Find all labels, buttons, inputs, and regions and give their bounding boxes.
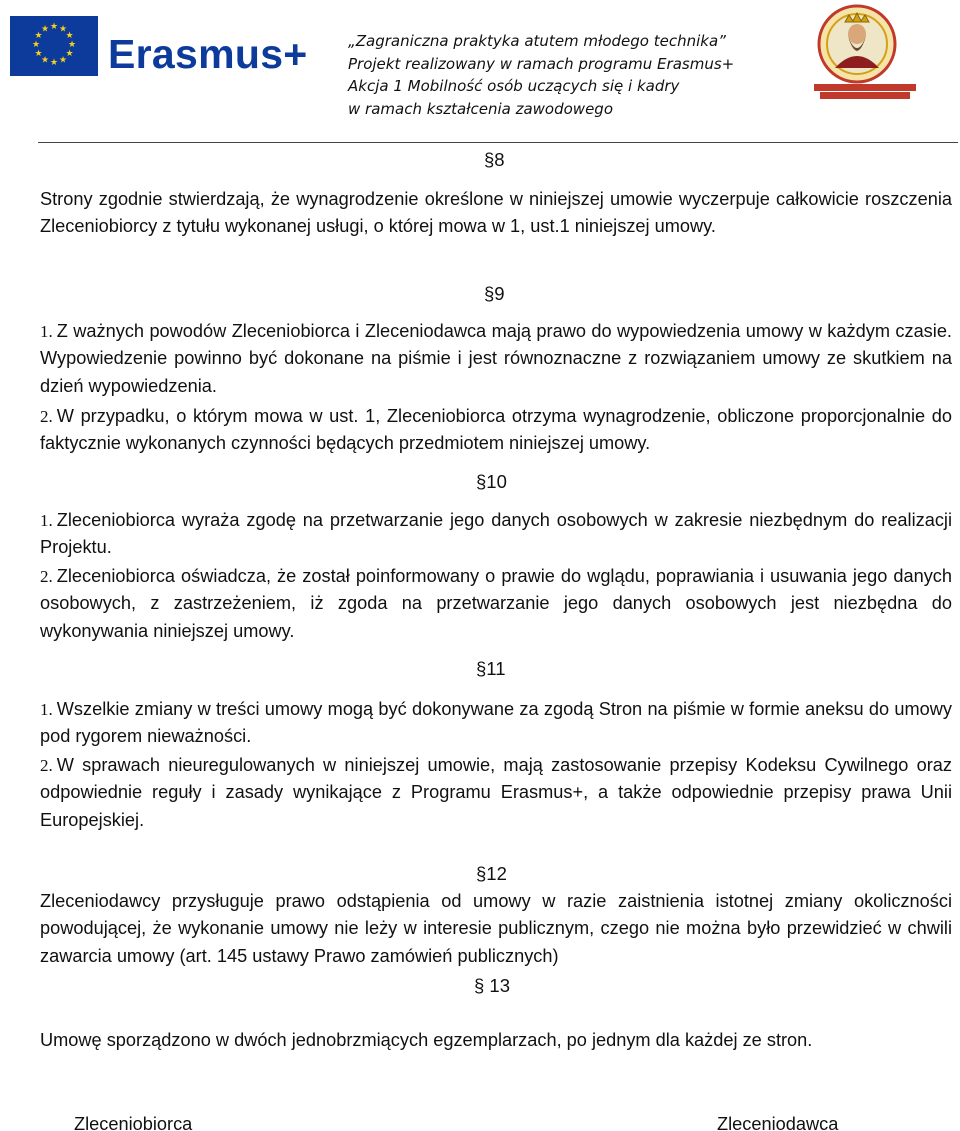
- section-8-heading: §8: [484, 149, 505, 170]
- svg-text:★: ★: [67, 40, 77, 50]
- svg-text:★: ★: [58, 24, 68, 35]
- section-10-item-1: [40, 507, 952, 562]
- svg-text:★: ★: [58, 55, 68, 66]
- item-number: 2.: [40, 756, 53, 775]
- item-number: 2.: [40, 567, 53, 586]
- item-text: Z ważnych powodów Zleceniobiorca i Zleceniodawca mają prawo do wypowiedzenia umowy w każdym czasie. Wypowiedzenie powinno być dokonane na piśmie i jest równoznaczne z rozwiązaniem umowy ze skutkiem na dzień wypowiedzenia.: [40, 321, 952, 396]
- svg-text:★: ★: [49, 58, 59, 68]
- section-10-heading: §10: [476, 471, 507, 492]
- section-9-heading: §9: [484, 283, 505, 304]
- section-11-item-2: [40, 752, 952, 834]
- signature-principal: Zleceniodawca: [717, 1114, 839, 1131]
- page-header: [0, 0, 960, 145]
- section-9-item-2: [40, 403, 952, 458]
- project-action: Akcja 1 Mobilność osób uczących się i kadry: [348, 77, 680, 95]
- svg-text:★: ★: [31, 40, 41, 50]
- item-number: 2.: [40, 407, 53, 426]
- svg-text:★: ★: [34, 49, 43, 59]
- svg-text:★: ★: [40, 55, 50, 66]
- signature-contractor: Zleceniobiorca: [74, 1114, 193, 1131]
- svg-text:★: ★: [49, 22, 59, 32]
- project-program: Projekt realizowany w ramach programu Erasmus+: [348, 54, 735, 73]
- section-13-text: Umowę sporządzono w dwóch jednobrzmiących egzemplarzach, po jednym dla każdej ze stron.: [40, 1030, 813, 1050]
- item-number: 1.: [40, 322, 53, 341]
- project-title: „Zagraniczna praktyka atutem młodego technika”: [348, 32, 726, 50]
- item-number: 1.: [40, 700, 53, 719]
- section-12-heading: §12: [476, 863, 507, 884]
- header-divider: [38, 142, 958, 143]
- item-text: Zleceniobiorca oświadcza, że został poinformowany o prawie do wglądu, poprawiania i usuwania jego danych osobowych, z zastrzeżeniem, iż zgoda na przetwarzanie jego danych osobowych jest niezbędna do wykonywania niniejszej umowy.: [40, 566, 952, 641]
- svg-text:★: ★: [34, 31, 43, 41]
- section-12-text: Zleceniodawcy przysługuje prawo odstąpienia od umowy w razie zaistnienia istotnej zmiany okoliczności powodującej, że wykonanie umowy nie leży w interesie publicznym, czego nie można było przewidzieć w chwili zawarcia umowy (art. 145 ustawy Prawo zamówień publicznych): [40, 891, 952, 966]
- item-number: 1.: [40, 511, 53, 530]
- project-scope: w ramach kształcenia zawodowego: [348, 99, 613, 118]
- item-text: W sprawach nieuregulowanych w niniejszej umowie, mają zastosowanie przepisy Kodeksu Cywilnego oraz odpowiednie reguły i zasady wynikające z Programu Erasmus+, a także odpowiednie przepisy prawa Unii Europejskiej.: [40, 755, 952, 830]
- section-9-item-1: [40, 318, 952, 400]
- item-text: Zleceniobiorca wyraża zgodę na przetwarzanie jego danych osobowych w zakresie niezbędnym do realizacji Projektu.: [40, 510, 952, 558]
- section-10-item-2: [40, 563, 952, 645]
- section-13-heading: § 13: [474, 975, 511, 996]
- school-emblem-icon: [812, 2, 918, 102]
- item-text: W przypadku, o którym mowa w ust. 1, Zleceniobiorca otrzyma wynagrodzenie, obliczone proporcjonalnie do faktycznie wykonanych czynności będących przedmiotem niniejszej umowy.: [40, 406, 952, 454]
- svg-text:★: ★: [40, 24, 50, 35]
- section-11-heading: §11: [476, 658, 506, 679]
- erasmus-logo-text: Erasmus+: [108, 31, 308, 77]
- svg-text:★: ★: [65, 31, 74, 41]
- svg-text:★: ★: [65, 49, 74, 59]
- section-11-item-1: [40, 696, 952, 751]
- item-text: Wszelkie zmiany w treści umowy mogą być dokonywane za zgodą Stron na piśmie w formie aneksu do umowy pod rygorem nieważności.: [40, 699, 952, 747]
- section-8-text: Strony zgodnie stwierdzają, że wynagrodzenie określone w niniejszej umowie wyczerpuje całkowicie roszczenia Zleceniobiorcy z tytułu wykonanej usługi, o której mowa w 1, ust.1 niniejszej umowy.: [40, 189, 952, 237]
- eu-flag-icon: [10, 16, 98, 76]
- project-info: [348, 30, 768, 120]
